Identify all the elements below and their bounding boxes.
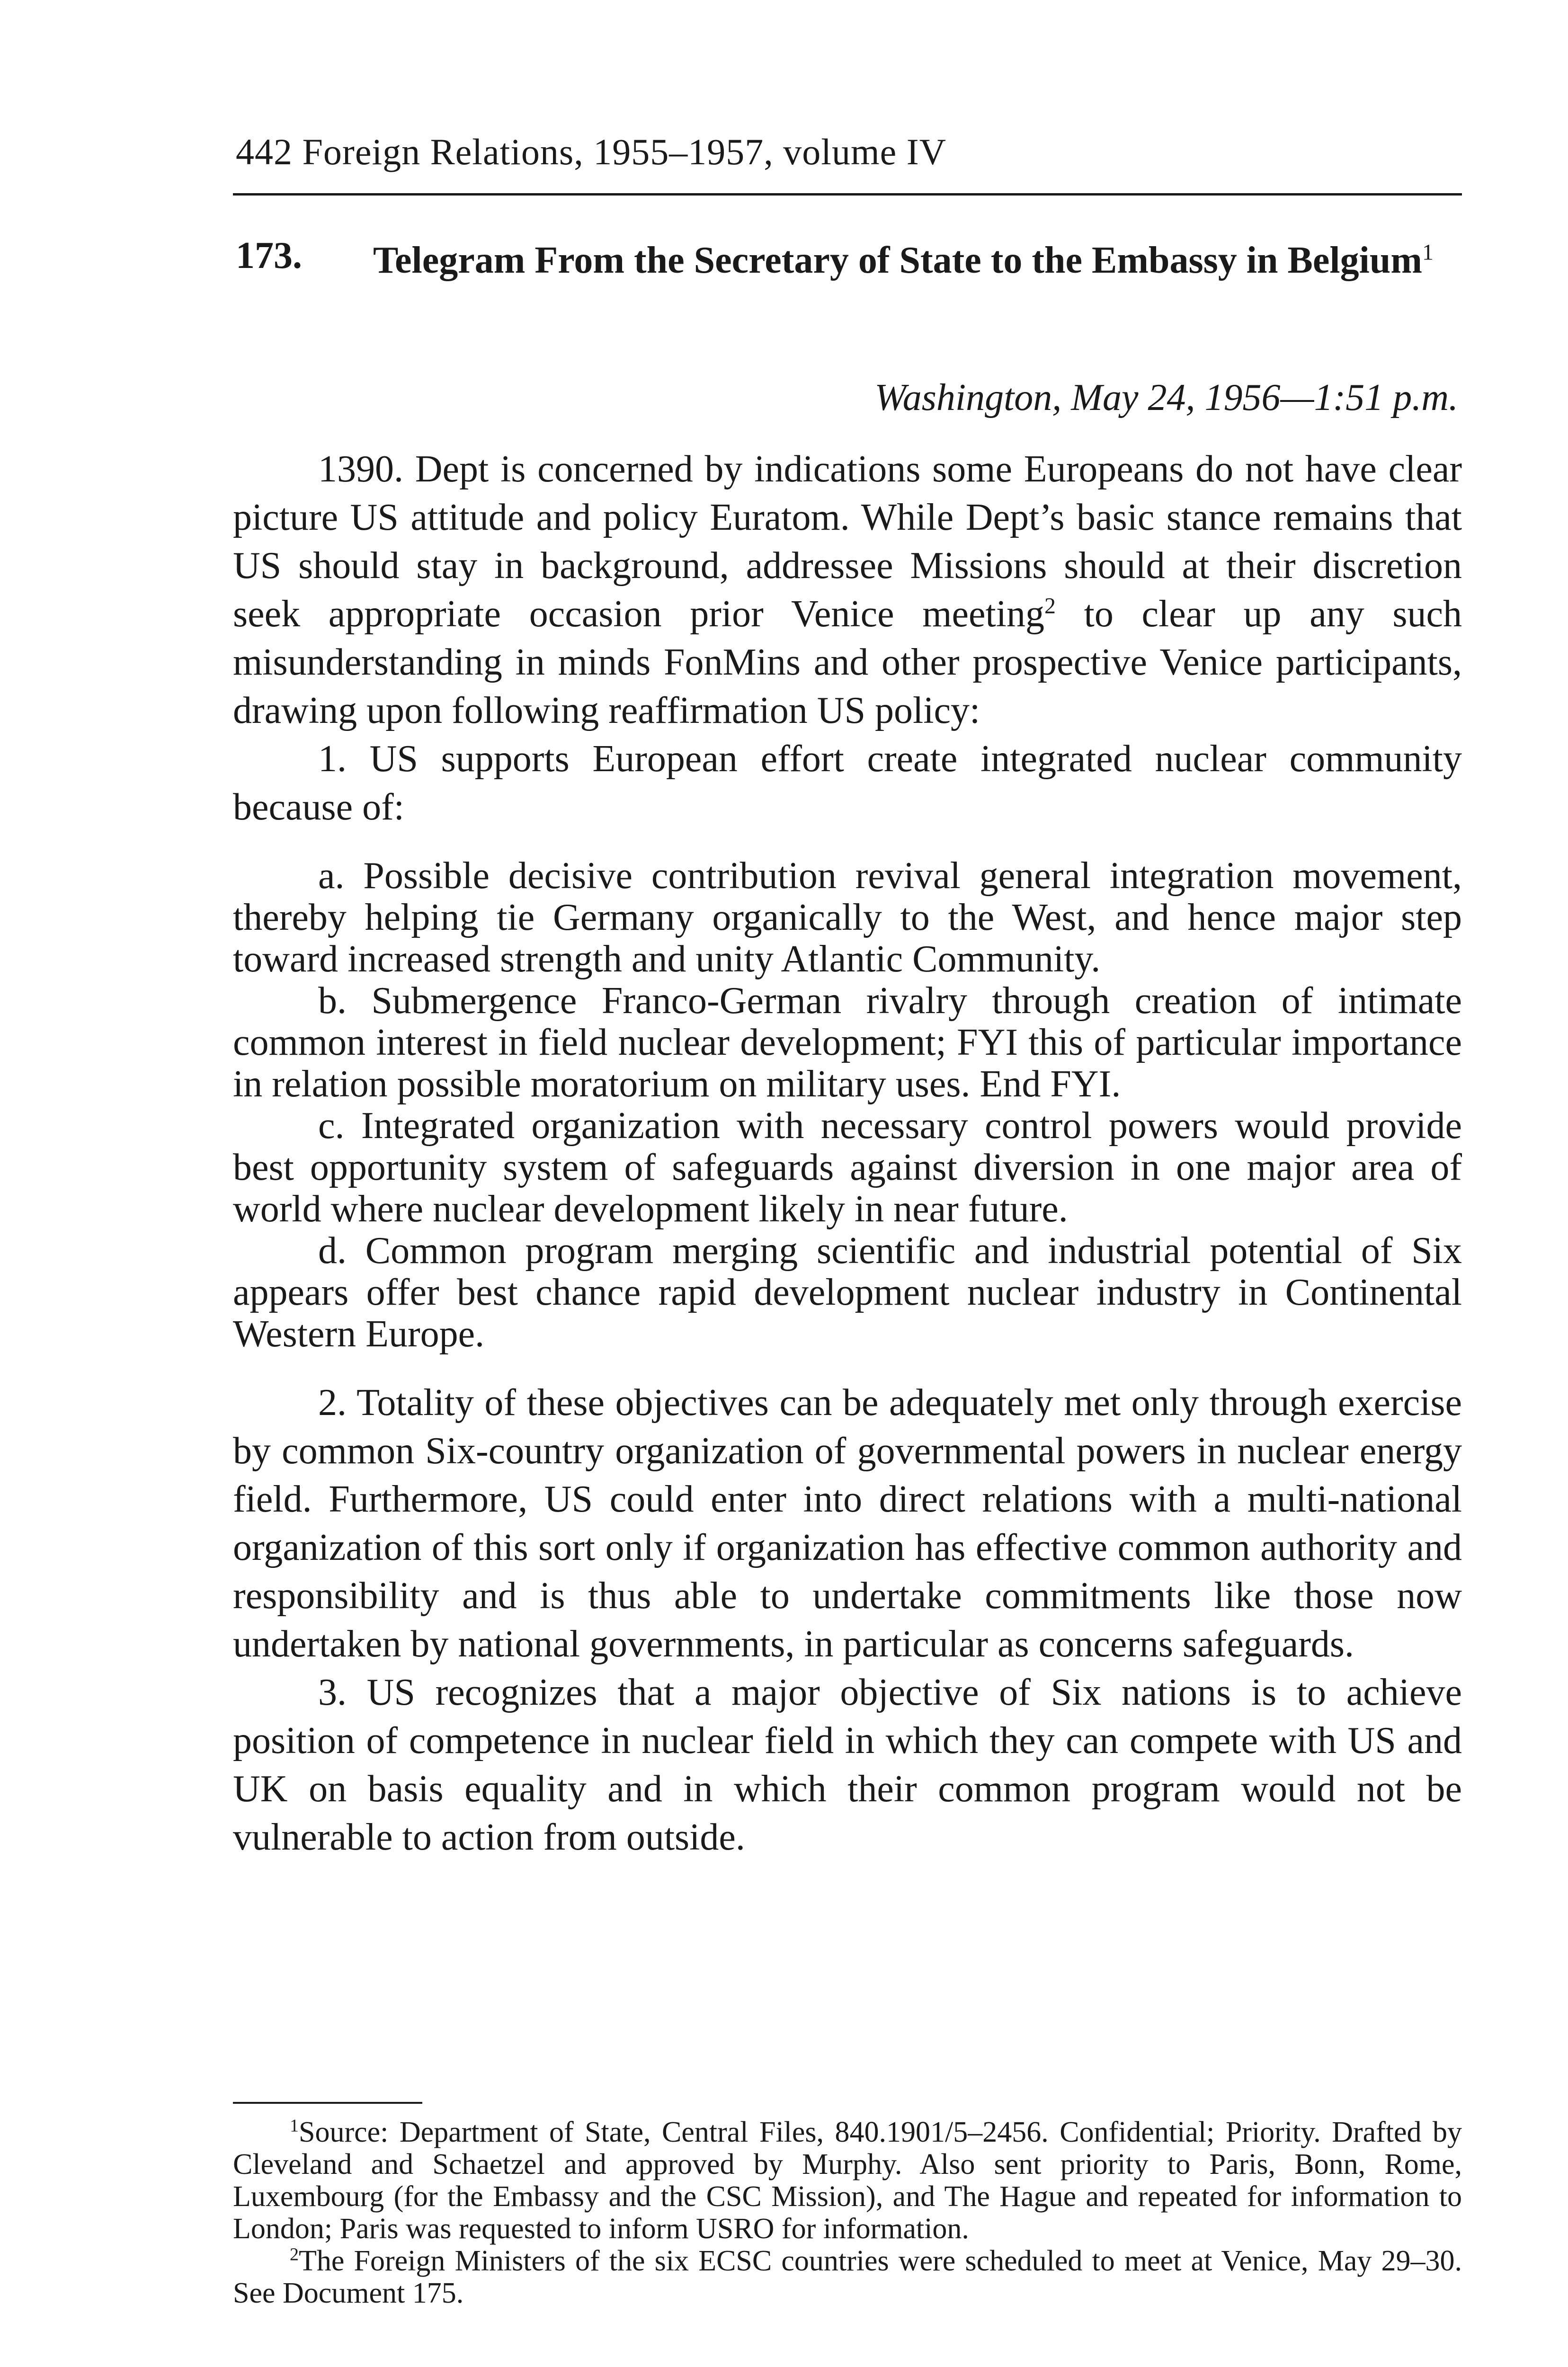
paragraph-text: 1390. Dept is concerned by indications some Europeans do not have clear picture US attitude and policy Euratom. While Dept’s basic stance remains that US should stay in background, addressee Missions should at their discretion seek appropriate occasion prior Venice meeting bbox=[233, 448, 1462, 635]
document-title bbox=[373, 237, 1462, 284]
dateline: Washington, May 24, 1956—1:51 p.m. bbox=[874, 377, 1458, 418]
footnote-2-text: The Foreign Ministers of the six ECSC countries were scheduled to meet at Venice, May 29–30. See Document 175. bbox=[233, 2245, 1462, 2309]
footnote-rule bbox=[233, 2102, 422, 2104]
footnote-1-mark: 1 bbox=[290, 2116, 299, 2136]
running-head: 442 Foreign Relations, 1955–1957, volume IV bbox=[236, 131, 947, 172]
footnote-ref-2: 2 bbox=[1044, 593, 1056, 619]
paragraph-point-1: 1. US supports European effort create integrated nuclear community because of: bbox=[233, 738, 1462, 828]
item-d: d. Common program merging scientific and industrial potential of Six appears offer best chance rapid development nuclear industry in Continental Western Europe. bbox=[233, 1230, 1462, 1355]
item-b: b. Submergence Franco-German rivalry through creation of intimate common interest in field nuclear development; FYI this of particular importance in relation possible moratorium on military uses. End FYI. bbox=[233, 980, 1462, 1105]
paragraph-text: to clear up any such misunderstanding in minds FonMins and other prospective Venice participants, drawing upon following reaffirmation US policy: bbox=[233, 593, 1462, 731]
paragraph-1390 bbox=[233, 445, 1462, 735]
footnote-1-text: Source: Department of State, Central Files, 840.1901/5–2456. Confidential; Priority. Drafted by Cleveland and Schaetzel and approved by Murphy. Also sent priority to Paris, Bonn, Rome, Luxembourg (for the Embassy and the CSC Mission), and The Hague and repeated for information to London; Paris was requested to inform USRO for information. bbox=[233, 2116, 1462, 2245]
item-c: c. Integrated organization with necessary control powers would provide best opportunity system of safeguards against diversion in one major area of world where nuclear development likely in near future. bbox=[233, 1105, 1462, 1230]
item-a: a. Possible decisive contribution revival general integration movement, thereby helping tie Germany organically to the West, and hence major step toward increased strength and unity Atlantic Community. bbox=[233, 855, 1462, 980]
footnote-2 bbox=[233, 2245, 1462, 2309]
footnotes bbox=[233, 2116, 1462, 2309]
footnote-1 bbox=[233, 2116, 1462, 2245]
document-number: 173. bbox=[236, 235, 302, 276]
footnote-2-mark: 2 bbox=[290, 2244, 299, 2265]
paragraph-point-2: 2. Totality of these objectives can be adequately met only through exercise by common Six-country organization of governmental powers in nuclear energy field. Furthermore, US could enter into direct relations with a multi-national organization of this sort only if organization has effective common authority and responsibility and is thus able to undertake commitments like those now undertaken by national governments, in particular as concerns safeguards. bbox=[233, 1382, 1462, 1665]
telegram-body bbox=[233, 445, 1462, 1861]
document-title-text: Telegram From the Secretary of State to the Embassy in Belgium bbox=[373, 240, 1422, 281]
paragraph-point-3: 3. US recognizes that a major objective of Six nations is to achieve position of competence in nuclear field in which they can compete with US and UK on basis equality and in which their common program would not be vulnerable to action from outside. bbox=[233, 1672, 1462, 1858]
title-footnote-ref: 1 bbox=[1422, 240, 1434, 265]
header-rule bbox=[233, 193, 1462, 196]
